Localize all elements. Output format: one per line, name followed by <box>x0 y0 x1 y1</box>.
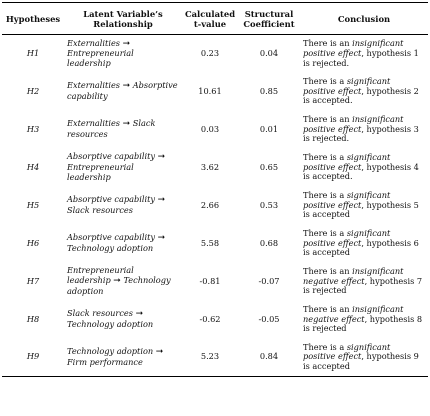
header-tvalue-line1: Calculated <box>184 8 236 19</box>
header-conclusion-label: Conclusion <box>337 13 391 24</box>
hypothesis-id: H1 <box>26 47 40 58</box>
hypothesis-id: H5 <box>26 199 40 210</box>
header-hypotheses <box>2 3 64 35</box>
header-row <box>2 3 428 35</box>
hypothesis-id: H3 <box>26 123 40 134</box>
relationship-to: Entrepreneurial leadership <box>67 48 134 69</box>
table-header <box>2 3 428 35</box>
relationship-to: Technology adoption <box>67 275 171 296</box>
right-arrow-icon: ➞ <box>122 119 131 130</box>
relationship-from: Externalities <box>67 37 120 48</box>
relationship-to: Firm performance <box>67 356 143 367</box>
conclusion-prefix: There is a <box>303 75 347 86</box>
conclusion-effect: insignificant negative effect <box>303 303 404 324</box>
conclusion-suffix: , hypothesis 5 is accepted <box>303 199 419 220</box>
structural-coefficient: 0.85 <box>259 85 279 96</box>
conclusion-suffix: , hypothesis 8 is rejected <box>303 313 423 334</box>
conclusion-suffix: , hypothesis 6 is accepted <box>303 237 419 258</box>
relationship-to: Technology adoption <box>67 243 154 253</box>
right-arrow-icon: ➞ <box>113 276 121 287</box>
relationship-from: Absorptive capability <box>67 232 156 243</box>
table-row <box>2 73 428 111</box>
relationship-to: Entrepreneurial leadership <box>67 162 134 182</box>
conclusion-cell <box>300 339 428 377</box>
conclusion-suffix: , hypothesis 9 is accepted <box>303 351 419 372</box>
right-arrow-icon: ➞ <box>155 346 164 357</box>
header-relationship <box>64 3 182 35</box>
table-body <box>2 35 428 377</box>
hypothesis-id: H7 <box>26 275 40 286</box>
conclusion-prefix: There is a <box>303 341 347 352</box>
structural-coefficient: -0.05 <box>258 313 280 324</box>
relationship-from: Entrepreneurial leadership <box>67 265 134 286</box>
table-row <box>2 35 428 73</box>
conclusion-suffix: , hypothesis 1 is rejected. <box>303 47 419 68</box>
conclusion-cell <box>300 187 428 225</box>
header-conclusion <box>300 3 428 35</box>
relationship-from: Slack resources <box>67 308 133 319</box>
relationship-from: Externalities <box>67 118 120 129</box>
relationship-to: Absorptive capability <box>67 80 178 101</box>
table-row <box>2 301 428 339</box>
t-value: 0.23 <box>200 47 220 58</box>
structural-coefficient: 0.68 <box>259 237 279 248</box>
conclusion-prefix: There is an <box>303 38 353 49</box>
relationship-to: Slack resources <box>67 205 133 215</box>
hypothesis-id: H8 <box>26 313 40 324</box>
t-value: 2.66 <box>200 199 220 210</box>
structural-coefficient: -0.07 <box>258 275 280 286</box>
conclusion-cell <box>300 225 428 263</box>
conclusion-cell <box>300 149 428 187</box>
table-row <box>2 339 428 377</box>
hypotheses-table-container <box>2 2 428 377</box>
hypothesis-id: H4 <box>26 161 40 172</box>
right-arrow-icon: ➞ <box>157 152 166 163</box>
right-arrow-icon: ➞ <box>157 233 166 244</box>
conclusion-prefix: There is a <box>303 189 347 200</box>
hypothesis-id: H9 <box>26 351 40 362</box>
relationship-cell <box>64 73 182 111</box>
table-row <box>2 111 428 149</box>
relationship-cell <box>64 263 182 301</box>
conclusion-effect: significant positive effect <box>303 189 391 210</box>
conclusion-cell <box>300 301 428 339</box>
table-row <box>2 187 428 225</box>
right-arrow-icon: ➞ <box>122 38 131 49</box>
relationship-cell <box>64 301 182 339</box>
conclusion-effect: significant positive effect <box>303 341 391 362</box>
conclusion-suffix: , hypothesis 2 is accepted. <box>303 85 419 106</box>
relationship-from: Absorptive capability <box>67 151 156 162</box>
hypothesis-id: H6 <box>26 237 40 248</box>
conclusion-cell <box>300 35 428 73</box>
hypotheses-table <box>2 2 428 377</box>
header-coefficient <box>238 3 300 35</box>
header-relationship-line2: Relationship <box>93 18 153 29</box>
conclusion-cell <box>300 111 428 149</box>
conclusion-effect: insignificant negative effect <box>303 265 404 286</box>
conclusion-prefix: There is a <box>303 151 347 162</box>
conclusion-prefix: There is an <box>303 303 353 314</box>
table-row <box>2 225 428 263</box>
relationship-cell <box>64 149 182 187</box>
structural-coefficient: 0.01 <box>259 123 279 134</box>
conclusion-cell <box>300 73 428 111</box>
conclusion-prefix: There is a <box>303 227 347 238</box>
table-row <box>2 149 428 187</box>
header-coefficient-line1: Structural <box>244 8 294 19</box>
relationship-to: Slack resources <box>67 118 156 139</box>
hypothesis-id: H2 <box>26 85 40 96</box>
header-coefficient-line2: Coefficient <box>243 18 295 29</box>
t-value: -0.62 <box>199 313 221 324</box>
relationship-to: Technology adoption <box>67 319 154 329</box>
header-tvalue-line2: t-value <box>193 18 227 29</box>
conclusion-suffix: , hypothesis 4 is accepted. <box>303 161 419 182</box>
right-arrow-icon: ➞ <box>135 309 144 320</box>
relationship-cell <box>64 111 182 149</box>
relationship-from: Externalities <box>67 80 120 91</box>
structural-coefficient: 0.84 <box>259 351 279 362</box>
t-value: -0.81 <box>199 275 221 286</box>
header-tvalue <box>182 3 238 35</box>
header-relationship-line1: Latent Variable’s <box>83 8 163 19</box>
conclusion-suffix: , hypothesis 3 is rejected. <box>303 123 419 144</box>
table-row <box>2 263 428 301</box>
right-arrow-icon: ➞ <box>157 195 166 206</box>
conclusion-prefix: There is an <box>303 113 353 124</box>
conclusion-cell <box>300 263 428 301</box>
t-value: 5.23 <box>200 351 220 362</box>
relationship-cell <box>64 35 182 73</box>
conclusion-effect: insignificant positive effect <box>303 113 404 134</box>
structural-coefficient: 0.53 <box>259 199 279 210</box>
conclusion-effect: insignificant positive effect <box>303 38 404 58</box>
conclusion-effect: significant positive effect <box>303 151 391 172</box>
structural-coefficient: 0.65 <box>259 161 279 172</box>
relationship-cell <box>64 339 182 377</box>
right-arrow-icon: ➞ <box>122 81 131 92</box>
conclusion-effect: significant positive effect <box>303 75 391 96</box>
conclusion-suffix: , hypothesis 7 is rejected <box>303 275 423 296</box>
header-hypotheses-label: Hypotheses <box>5 13 61 24</box>
t-value: 3.62 <box>200 161 220 172</box>
conclusion-prefix: There is an <box>303 265 353 276</box>
t-value: 0.03 <box>200 123 220 134</box>
conclusion-effect: significant positive effect <box>303 227 391 248</box>
structural-coefficient: 0.04 <box>259 47 279 58</box>
relationship-from: Absorptive capability <box>67 194 156 205</box>
relationship-cell <box>64 187 182 225</box>
relationship-cell <box>64 225 182 263</box>
t-value: 10.61 <box>198 85 222 96</box>
t-value: 5.58 <box>200 237 220 248</box>
relationship-from: Technology adoption <box>67 345 154 356</box>
